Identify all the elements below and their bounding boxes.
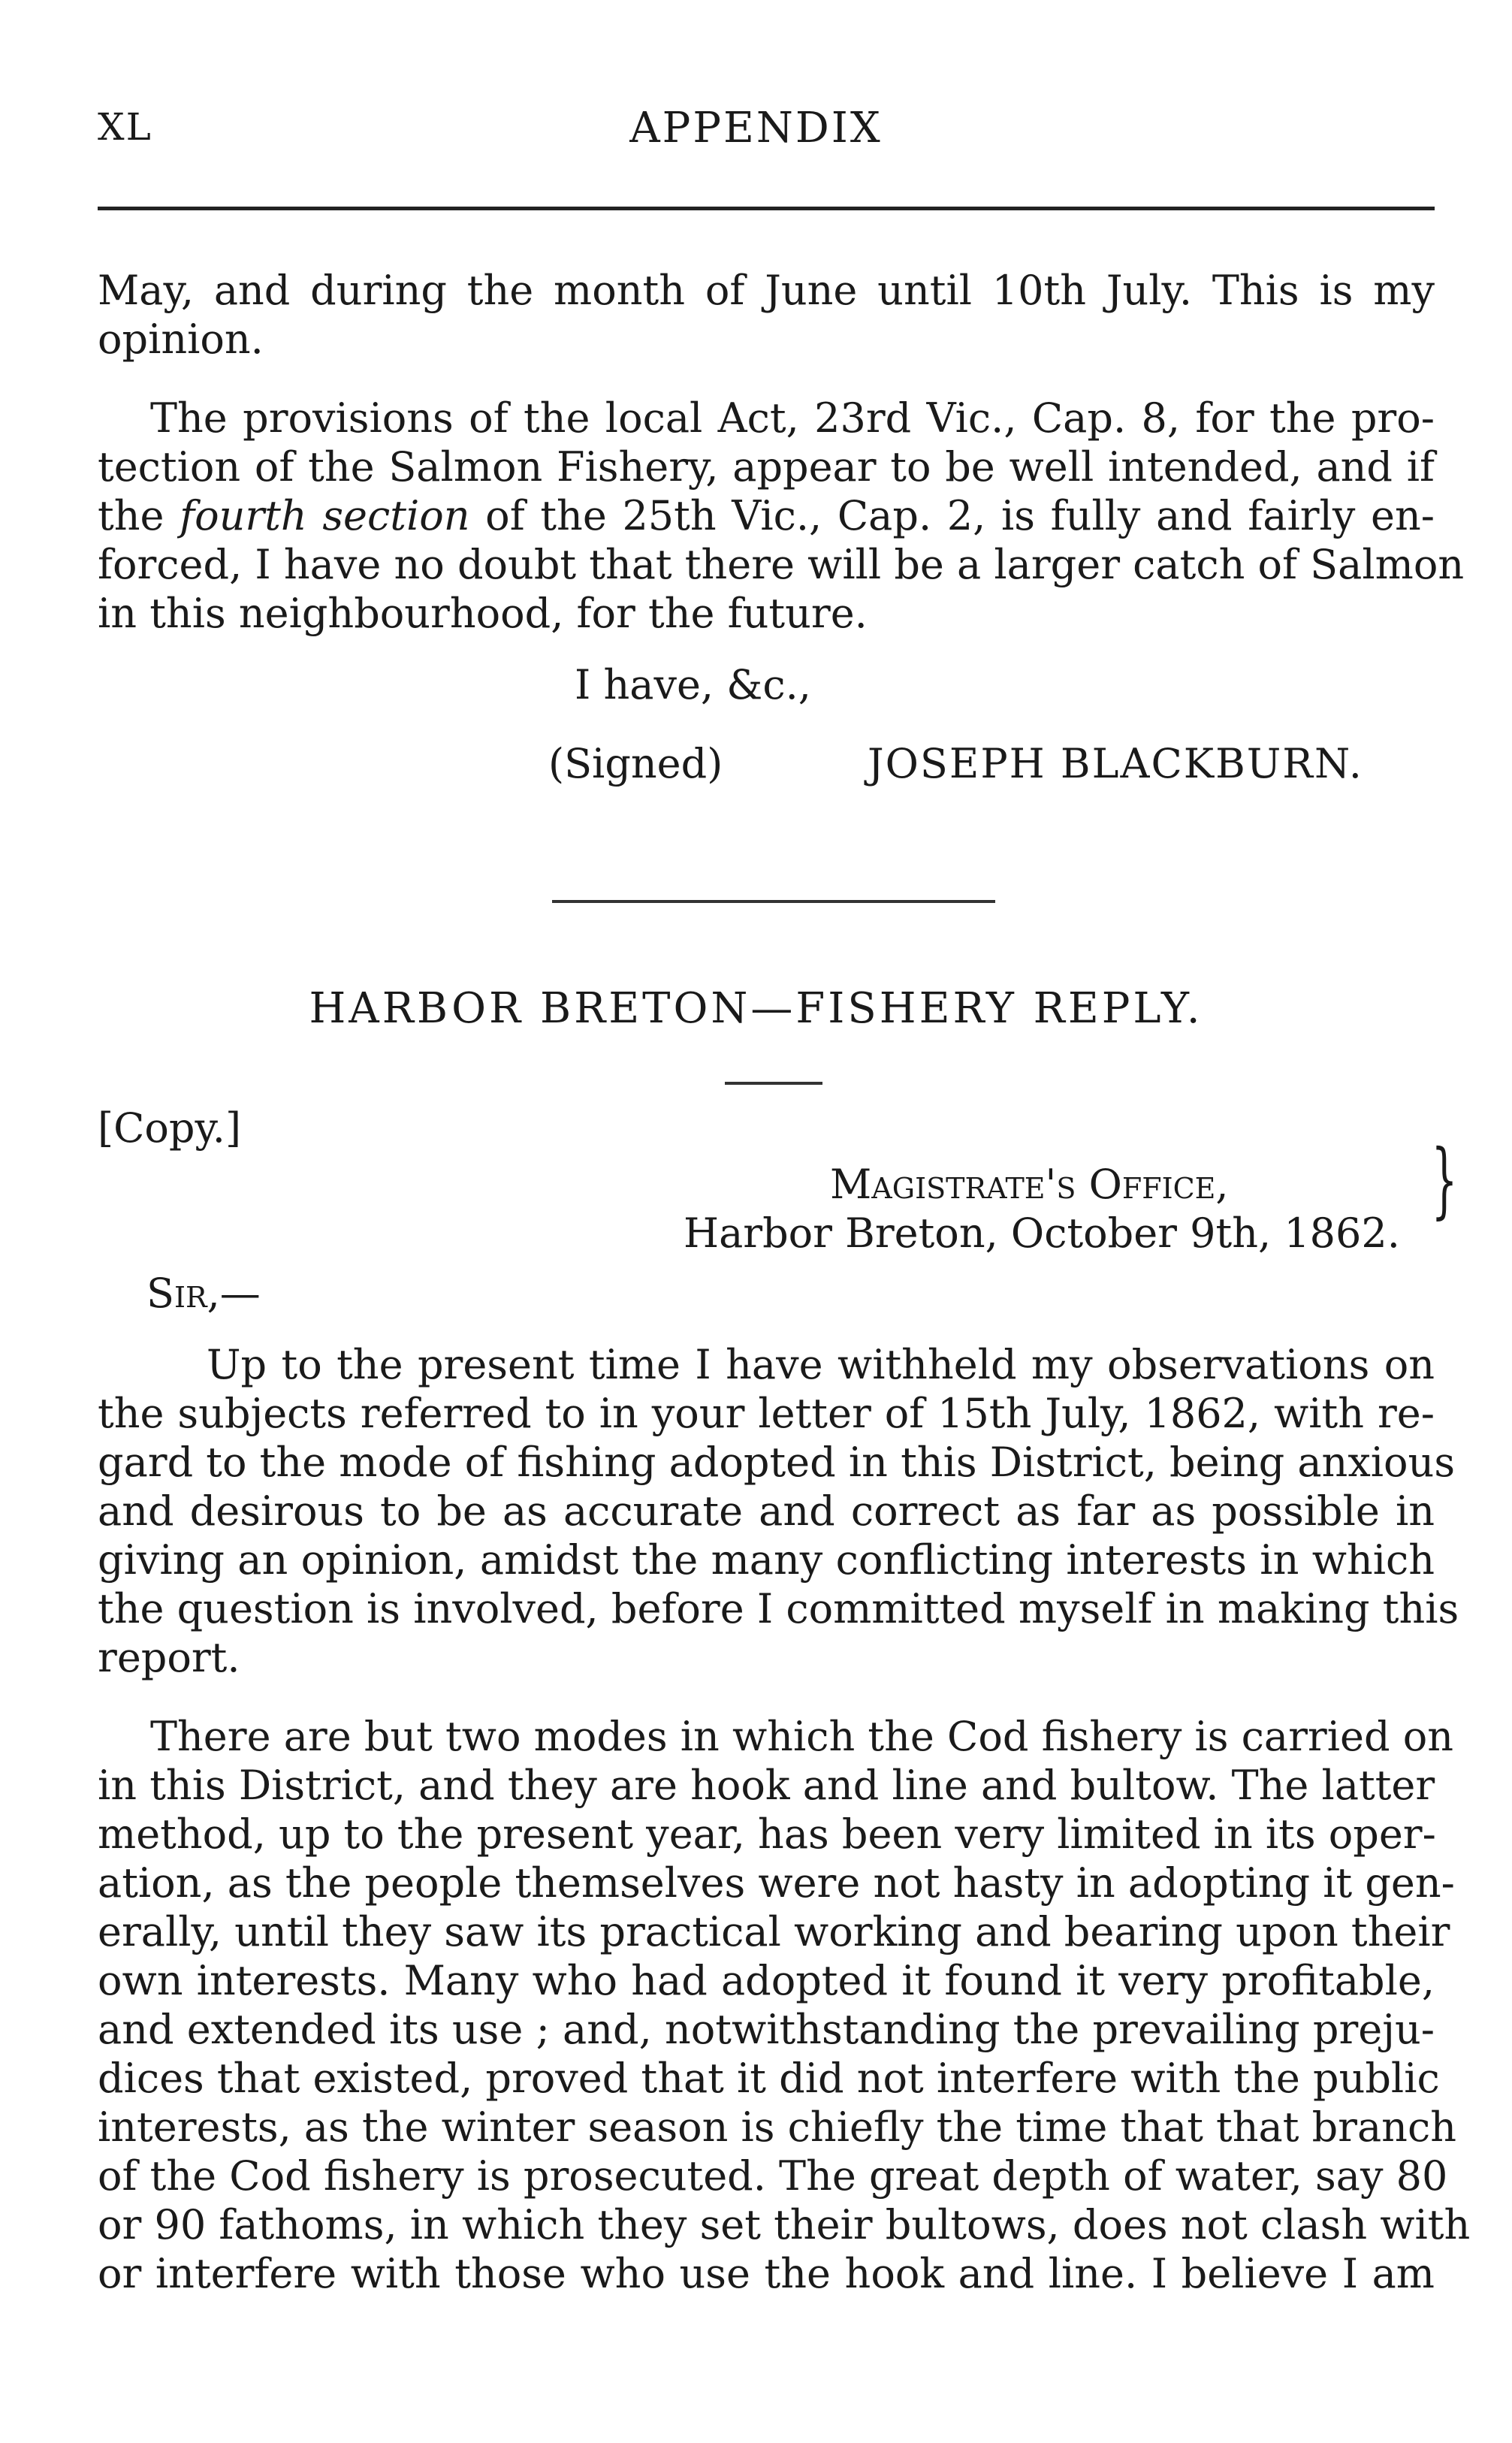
text-line: erally, until they saw its practical working and bearing upon their <box>98 1908 1450 1955</box>
text-line: own interests. Many who had adopted it found it very profitable, <box>98 1957 1435 2004</box>
running-title: APPENDIX <box>629 104 883 152</box>
text-line: ation, as the people themselves were not hasty in adopting it gen- <box>98 1859 1455 1907</box>
text-line: forced, I have no doubt that there will be a larger catch of Salmon <box>98 541 1465 588</box>
section-title: HARBOR BRETON—FISHERY REPLY. <box>309 984 1203 1033</box>
brace-glyph: } <box>1431 1131 1458 1228</box>
text-line: giving an opinion, amidst the many conflicting interests in which <box>98 1536 1435 1584</box>
office-line: Magistrate's Office, <box>830 1161 1229 1208</box>
text-line: or interfere with those who use the hook and line. I believe I am <box>98 2250 1435 2297</box>
signature: JOSEPH BLACKBURN. <box>868 740 1363 787</box>
text-line: May, and during the month of June until 10th July. This is my <box>98 267 1435 314</box>
text-line: in this District, and they are hook and line and bultow. The latter <box>98 1762 1435 1809</box>
text-line: opinion. <box>98 316 264 363</box>
text-line: Up to the present time I have withheld my observations on <box>207 1341 1435 1388</box>
page-number: XL <box>98 105 152 149</box>
text-line: gard to the mode of fishing adopted in this District, being anxious <box>98 1439 1456 1486</box>
text-line <box>98 492 1435 539</box>
italic-phrase: fourth section <box>180 492 470 539</box>
salutation: Sir,— <box>146 1270 261 1317</box>
text-line: interests, as the winter season is chiefly the time that that branch <box>98 2103 1456 2151</box>
text-fragment: of the 25th Vic., Cap. 2, is fully and fairly en- <box>469 492 1435 539</box>
text-line: There are but two modes in which the Cod fishery is carried on <box>150 1713 1453 1760</box>
copy-mark: [Copy.] <box>98 1104 242 1152</box>
text-line: report. <box>98 1634 240 1681</box>
text-line: and extended its use ; and, notwithstanding the prevailing preju- <box>98 2006 1435 2053</box>
closing-line: I have, &c., <box>575 661 811 708</box>
text-line: and desirous to be as accurate and correct as far as possible in <box>98 1487 1435 1535</box>
text-line: in this neighbourhood, for the future. <box>98 590 868 637</box>
section-divider <box>552 900 995 903</box>
text-fragment: the <box>98 492 180 539</box>
text-line: or 90 fathoms, in which they set their bultows, does not clash with <box>98 2201 1471 2248</box>
text-line: the subjects referred to in your letter of 15th July, 1862, with re- <box>98 1390 1435 1437</box>
place-date-line: Harbor Breton, October 9th, 1862. <box>684 1209 1400 1257</box>
signed-label: (Signed) <box>548 740 723 787</box>
text-line: the question is involved, before I committed myself in making this <box>98 1585 1459 1632</box>
header-rule <box>98 207 1435 210</box>
title-rule <box>725 1082 822 1085</box>
text-line: The provisions of the local Act, 23rd Vic., Cap. 8, for the pro- <box>150 394 1435 442</box>
text-line: of the Cod fishery is prosecuted. The great depth of water, say 80 <box>98 2152 1448 2200</box>
text-line: method, up to the present year, has been very limited in its oper- <box>98 1810 1436 1858</box>
text-line: dices that existed, proved that it did not interfere with the public <box>98 2055 1440 2102</box>
text-line: tection of the Salmon Fishery, appear to be well intended, and if <box>98 443 1435 491</box>
